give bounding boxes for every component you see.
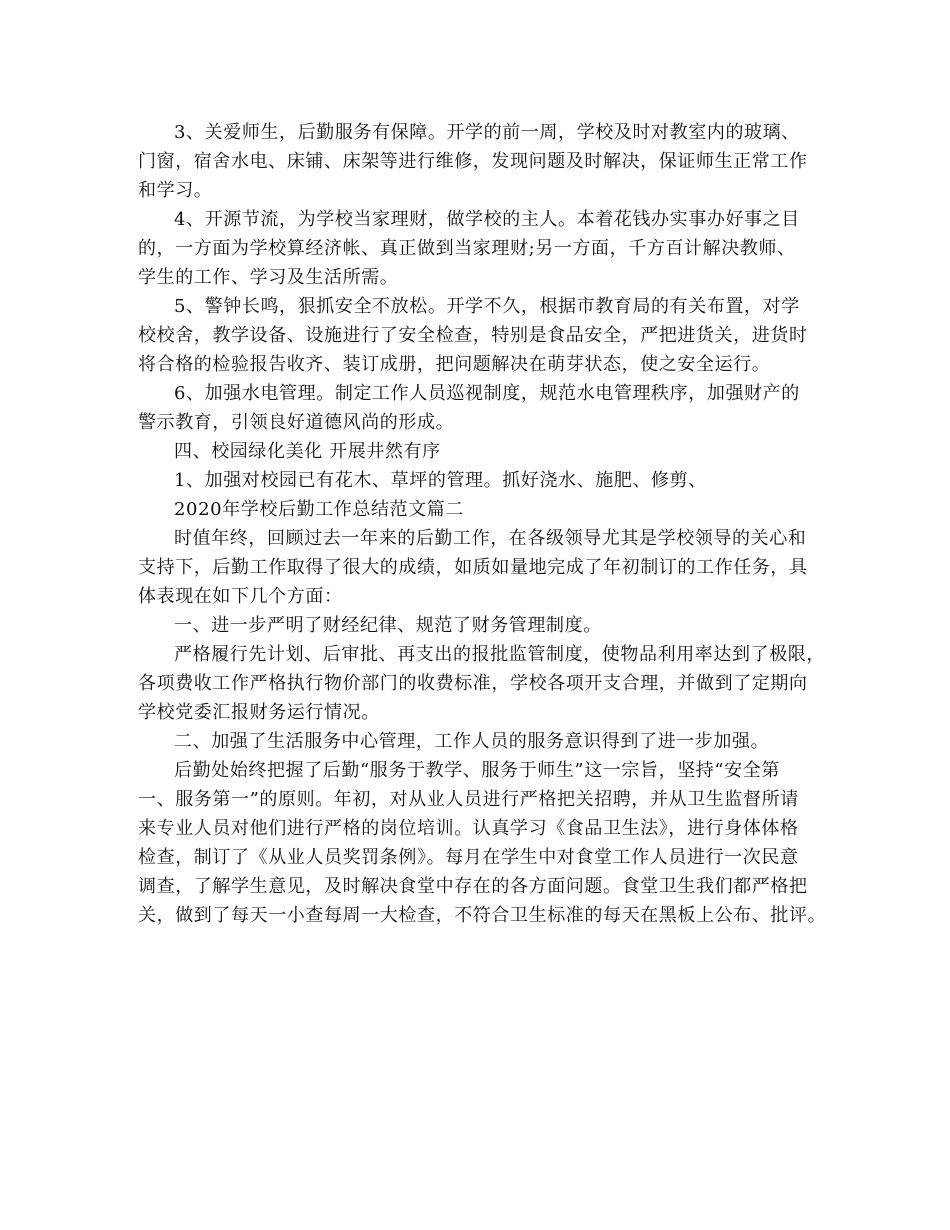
paragraph-safety-check: 5、警钟长鸣，狠抓安全不放松。开学不久，根据市教育局的有关布置，对学 校校舍，教学设备、设施进行了安全检查，特别是食品安全，严把进货关，进货时 将合格的检验报告收齐、装订成册，把问题解决在萌芽状态，使之安全运行。: [138, 296, 808, 375]
paragraph-finance-detail: 严格履行先计划、后审批、再支出的报批监管制度，使物品利用率达到了极限， 各项费收工作严格执行物价部门的收费标准，学校各项开支合理，并做到了定期向 学校党委汇报财务运行情况。: [138, 644, 825, 723]
paragraph-canteen-management: 后勤处始终把握了后勤“服务于教学、服务于师生”这一宗旨，坚持“安全第 一、服务第一”的原则。年初，对从业人员进行严格把关招聘，并从卫生监督所请 来专业人员对他们进行严格的岗位培训。认真学习《食品卫生法》，进行身体体格 检查，制订了《从业人员奖罚条例》。每月在学生中对食堂工作人员进行一次民意 调查，了解学生意见，及时解决食堂中存在的各方面问题。食堂卫生我们都严格把 关，做到了每天一小查每周一大检查，不符合卫生标准的每天在黑板上公布、批评。: [138, 760, 827, 926]
section-heading-greening: 四、校园绿化美化 开展井然有序: [174, 441, 441, 462]
paragraph-logistics-service: 3、关爱师生，后勤服务有保障。开学的前一周，学校及时对教室内的玻璃、 门窗，宿舍水电、床铺、床架等进行维修，发现问题及时解决，保证师生正常工作 和学习。: [138, 122, 808, 201]
paragraph-greening-management: 1、加强对校园已有花木、草坪的管理。抓好浇水、施肥、修剪、: [174, 470, 707, 491]
paragraph-water-electric: 6、加强水电管理。制定工作人员巡视制度，规范水电管理秩序，加强财产的 警示教育，引领良好道德风尚的形成。: [138, 383, 800, 433]
section-heading-finance: 一、进一步严明了财经纪律、规范了财务管理制度。: [174, 615, 602, 636]
document-body: [138, 118, 828, 930]
paragraph-year-review: 时值年终，回顾过去一年来的后勤工作，在各级领导尤其是学校领导的关心和 支持下，后勤工作取得了很大的成绩，如质如量地完成了年初制订的工作任务，具 体表现在如下几个方面：: [138, 528, 808, 607]
article-title-part-two: 2020年学校后勤工作总结范文篇二: [174, 499, 465, 520]
paragraph-cost-saving: 4、开源节流，为学校当家理财，做学校的主人。本着花钱办实事办好事之目 的，一方面为学校算经济帐、真正做到当家理财;另一方面，千方百计解决教师、 学生的工作、学习及生活所需。: [138, 209, 800, 288]
section-heading-service-center: 二、加强了生活服务中心管理，工作人员的服务意识得到了进一步加强。: [174, 731, 770, 752]
